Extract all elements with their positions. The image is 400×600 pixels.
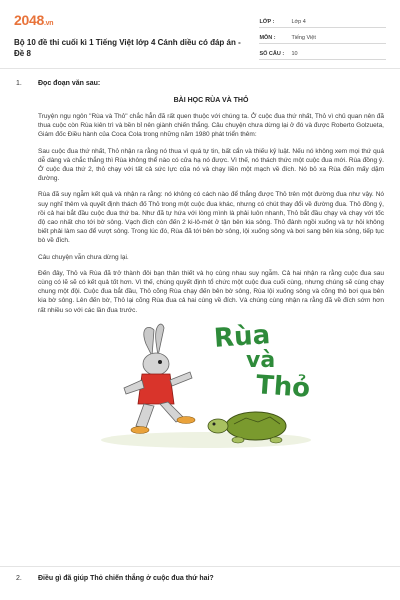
illustration-word-2: và — [246, 347, 276, 373]
illustration-word-1: Rùa — [213, 319, 272, 354]
logo-suffix: .vn — [43, 20, 54, 27]
header-left — [14, 12, 241, 62]
question-number: 2. — [16, 575, 22, 582]
story-paragraph: Truyện ngụ ngôn "Rùa và Thỏ" chắc hẳn đã rất quen thuộc với chúng ta. Ở cuộc đua thứ nhất, Thỏ vì chủ quan nên đã thua cuộc còn Rùa kiên trì và bền bỉ nên giành chiến thắng. Câu chuyện chưa dừng lại ở đó và được Roberto Golzueta, Giám đốc Điều hành của Coca Cola trong những năm 1980 phát triển thêm: — [38, 113, 384, 139]
question-1 — [16, 79, 384, 452]
meta-row-class — [259, 14, 386, 28]
meta-value: Tiếng Việt — [291, 35, 316, 41]
site-logo[interactable] — [14, 12, 241, 32]
rabbit-figure — [124, 324, 195, 433]
logo-main: 2048 — [14, 12, 44, 28]
question-body — [38, 574, 386, 583]
question-prompt: Điều gì đã giúp Thỏ chiến thắng ở cuộc đua thứ hai? — [38, 575, 214, 582]
meta-key: MÔN : — [259, 35, 276, 41]
story-paragraph: Rùa đã suy ngẫm kết quả và nhận ra rằng: nó không có cách nào để thắng được Thỏ trên một đường đua như vậy. Nó suy nghĩ thêm và quyết định thách đố Thỏ trong một cuộc đua khác, nhưng có chút thay đổi về đường đua. Thỏ đồng ý, rồi cả hai bắt đầu cuộc đua thứ ba. Như đã tự hứa với lòng mình là phải luôn nhanh, Thỏ bắt đầu chạy và chạy với tốc độ cao nhất cho tới bờ sông. Vạch đích còn đến 2 ki-lô-mét ở tận bên kia sông. Thỏ đành ngồi xuống và tự hỏi không biết phải làm sao để vượt sông. Trong lúc đó, Rùa đã tới bên bờ sông, lội xuống sông và bơi sang bên kia sông, tiếp tục bò về đích. — [38, 191, 384, 245]
questions-content — [0, 69, 400, 452]
illustration-word-3: Thỏ — [255, 370, 312, 404]
meta-value: Lớp 4 — [291, 19, 306, 25]
document-title: Bộ 10 đề thi cuối kì 1 Tiếng Việt lớp 4 Cánh diều có đáp án - Đề 8 — [14, 38, 241, 58]
question-body — [38, 79, 384, 452]
story-paragraph: Sau cuộc đua thứ nhất, Thỏ nhận ra rằng nó thua vì quá tự tin, bất cẩn và thiếu kỷ luật. Nếu nó không xem mọi thứ quá dễ dàng và chắc thắng thì Rùa không thể nào có cửa hạ nó được. Vì thế, nó thách thức một cuộc đua mới. Rùa đồng ý. Ở cuộc đua thứ 2, thỏ chạy với tất cả sức lực của nó và chạy liền một mạch về đích. Nó bỏ xa Rùa đến mấy dặm đường. — [38, 147, 384, 183]
meta-row-count — [259, 46, 386, 60]
meta-key: LỚP : — [259, 19, 275, 25]
meta-row-subject — [259, 30, 386, 44]
story-title: BÀI HỌC RÙA VÀ THỎ — [173, 97, 249, 104]
meta-key: SỐ CÂU : — [259, 51, 285, 57]
story-paragraph: Câu chuyện vẫn chưa dừng lại. — [38, 253, 129, 261]
question-2 — [16, 574, 386, 583]
story-illustration — [96, 319, 326, 452]
question-prompt: Đọc đoạn văn sau: — [38, 80, 101, 87]
question-number: 1. — [16, 80, 22, 87]
document-meta — [259, 14, 386, 62]
document-header — [0, 0, 400, 62]
question-divider — [0, 566, 400, 567]
story-paragraph: Đến đây, Thỏ và Rùa đã trở thành đôi bạn thân thiết và họ cùng nhau suy ngẫm. Cả hai nhận ra rằng cuộc đua sau cùng có lẽ sẽ có kết quả tốt hơn. Vì thế, chúng quyết định tổ chức một cuộc đua cuối cùng, nhưng chúng sẽ cùng chạy chung một đội. Cuộc đua bắt đầu, Thỏ cõng Rùa chạy đến bên bờ sông, Rùa lội xuống sông và cõng thỏ bơi qua bên kia bờ sông. Lên đến bờ, Thỏ lại cõng Rùa đua cả hai cùng về đích. Và chúng cùng nhận ra rằng đã về đích sớm hơn rất nhiều so với các lần đua trước. — [38, 269, 384, 314]
meta-value: 10 — [291, 51, 298, 57]
